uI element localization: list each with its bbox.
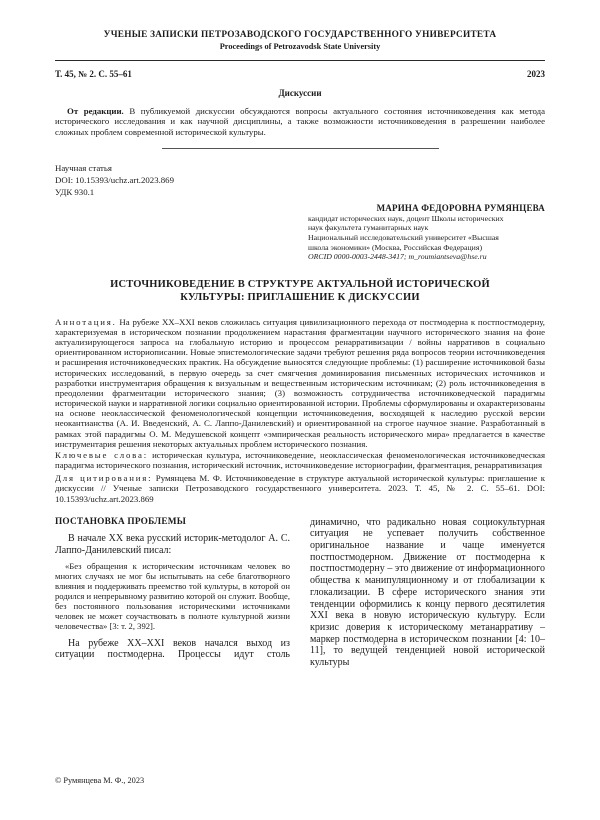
section-label: Дискуссии — [278, 88, 322, 98]
left-column — [55, 517, 290, 669]
body-paragraph: В начале XX века русский историк-методолог А. С. Лаппо-Данилевский писал: — [55, 533, 290, 557]
body-paragraph: динамично, что радикально новая социокультурная ситуация не успевает получить собственное оригинальное название и чаще именуется постпостмодерном. Движение от постмодерна к постпостмодерну – это движение от информационного общества к манипуляционному и от глобализации к глокализации. В сфере исторического знания эти тенденции оформились к концу первого десятилетия XXI века в новую историческую культуру. Если кризис доверия к историческому метанарративу – маркер постмодерна в историческом познании [4: 10–11], то ведущей тенденцией новой исторической культуры — [310, 516, 545, 669]
section-heading: ПОСТАНОВКА ПРОБЛЕМЫ — [55, 516, 187, 527]
author-affiliation-line2: школа экономики» (Москва, Российская Федерация) — [308, 242, 483, 252]
center-divider — [162, 148, 439, 149]
editorial-label: От редакции. — [67, 106, 124, 116]
citation-text: Румянцева М. Ф. Источниковедение в структуре актуальной исторической культуры: приглашение к дискуссии // Ученые записки Петрозаводского государственного университета. 2023. Т. 45, № 2. С. 55–61. DOI: 10.15393/uchz.art.2023.869 — [55, 473, 545, 504]
abstract — [55, 317, 545, 449]
right-column — [310, 517, 545, 669]
body-paragraph: На рубеже XX–XXI веков начался выход из ситуации постмодерна. Процессы идут столь — [55, 637, 290, 661]
article-doi: DOI: 10.15393/uchz.art.2023.869 — [55, 174, 174, 185]
year: 2023 — [527, 69, 545, 79]
article-title: ИСТОЧНИКОВЕДЕНИЕ В СТРУКТУРЕ АКТУАЛЬНОЙ ИСТОРИЧЕСКОЙ КУЛЬТУРЫ: ПРИГЛАШЕНИЕ К ДИСКУССИИ — [110, 278, 490, 304]
block-quote: «Без обращения к историческим источникам человек во многих случаях не мог бы испытывать на себе благотворного влияния и поддерживать преемство той культуры, в которой он родился и непрерывному развитию которой он служит. Вообще, без постоянного пользования историческими источниками человек не может соучаствовать в полноте культурной жизни человечества» [3: т. 2, 392]. — [55, 560, 290, 631]
article-udk: УДК 930.1 — [55, 186, 95, 197]
journal-title-ru: УЧЕНЫЕ ЗАПИСКИ ПЕТРОЗАВОДСКОГО ГОСУДАРСТВЕННОГО УНИВЕРСИТЕТА — [103, 30, 497, 40]
body-columns — [55, 517, 545, 669]
author-name: МАРИНА ФЕДОРОВНА РУМЯНЦЕВА — [376, 202, 545, 213]
article-type: Научная статья — [55, 162, 112, 173]
volume-row — [55, 69, 545, 79]
copyright-notice: © Румянцева М. Ф., 2023 — [55, 776, 145, 785]
article-meta — [55, 162, 545, 198]
journal-title-en: Proceedings of Petrozavodsk State University — [219, 42, 381, 51]
editorial-note — [55, 106, 545, 137]
author-degree-line2: наук факультета гуманитарных наук — [308, 223, 429, 233]
keywords-text: историческая культура, источниковедение, неоклассическая феноменологическая источниковедческая парадигма исторического познания, исторический источник, источниковедение историографии, фрагментация, ренарративизация — [55, 449, 545, 471]
header-divider — [55, 60, 545, 61]
citation — [55, 473, 545, 503]
author-degree-line1: кандидат исторических наук, доцент Школы исторических — [308, 213, 504, 223]
abstract-label: Аннотация. — [55, 316, 117, 327]
author-affiliation-line1: Национальный исследовательский университет «Высшая — [308, 233, 499, 243]
author-block — [308, 203, 545, 262]
keywords-label: Ключевые слова: — [55, 449, 148, 460]
abstract-text: На рубеже XX–XXI веков сложилась ситуация цивилизационного перехода от постмодерна к постпостмодерну, характеризуемая в историческом познании продолжением нарастания фрагментации научного исторического знания на фоне актуализирующегося запроса на глобальную историю и процессом ренарративизации / войны нарративов в социально ориентированном историописании. Новые эпистемологические задачи требуют решения ряда вопросов теории источниковедения и расширения источниковедческих практик. На обсуждение выносятся следующие проблемы: (1) расширение источниковой базы исторических исследований, в первую очередь за счет смягчения доминирования письменных исторических источников и разработки инструментария обращения к визуальным и вещественным историческим источникам; (2) роль источниковедения в преодолении фрагментации исторического знания; (3) возможность сотрудничества источниковедческой парадигмы исторической науки и нарративной логики социально ориентированной истории. Проблемы сформулированы и охарактеризованы на основе неоклассической феноменологической концепции источниковедения, восходящей к наследию русской версии неокантианства (А. И. Введенский, А. С. Лаппо-Данилевский) и ориентированной на строгое научное знание. Разработанный в рамках этой парадигмы О. М. Медушевской концепт «эмпирическая реальность исторического мира» предлагается в качестве инструментария решения некоторых актуальных проблем исторического познания. — [55, 316, 545, 449]
volume-pages: Т. 45, № 2. С. 55–61 — [55, 69, 132, 79]
editorial-text: В публикуемой дискуссии обсуждаются вопросы актуального состояния источниковедения как метода исторического исследования и как научной дисциплины, а также возможности источниковедения в разрешении наиболее сложных проблем современной исторической культуры. — [55, 106, 545, 137]
keywords — [55, 450, 545, 470]
author-orcid-email: ORCID 0000-0003-2448-3417; m_roumiantseva@hse.ru — [308, 252, 487, 262]
citation-label: Для цитирования: — [55, 473, 153, 484]
